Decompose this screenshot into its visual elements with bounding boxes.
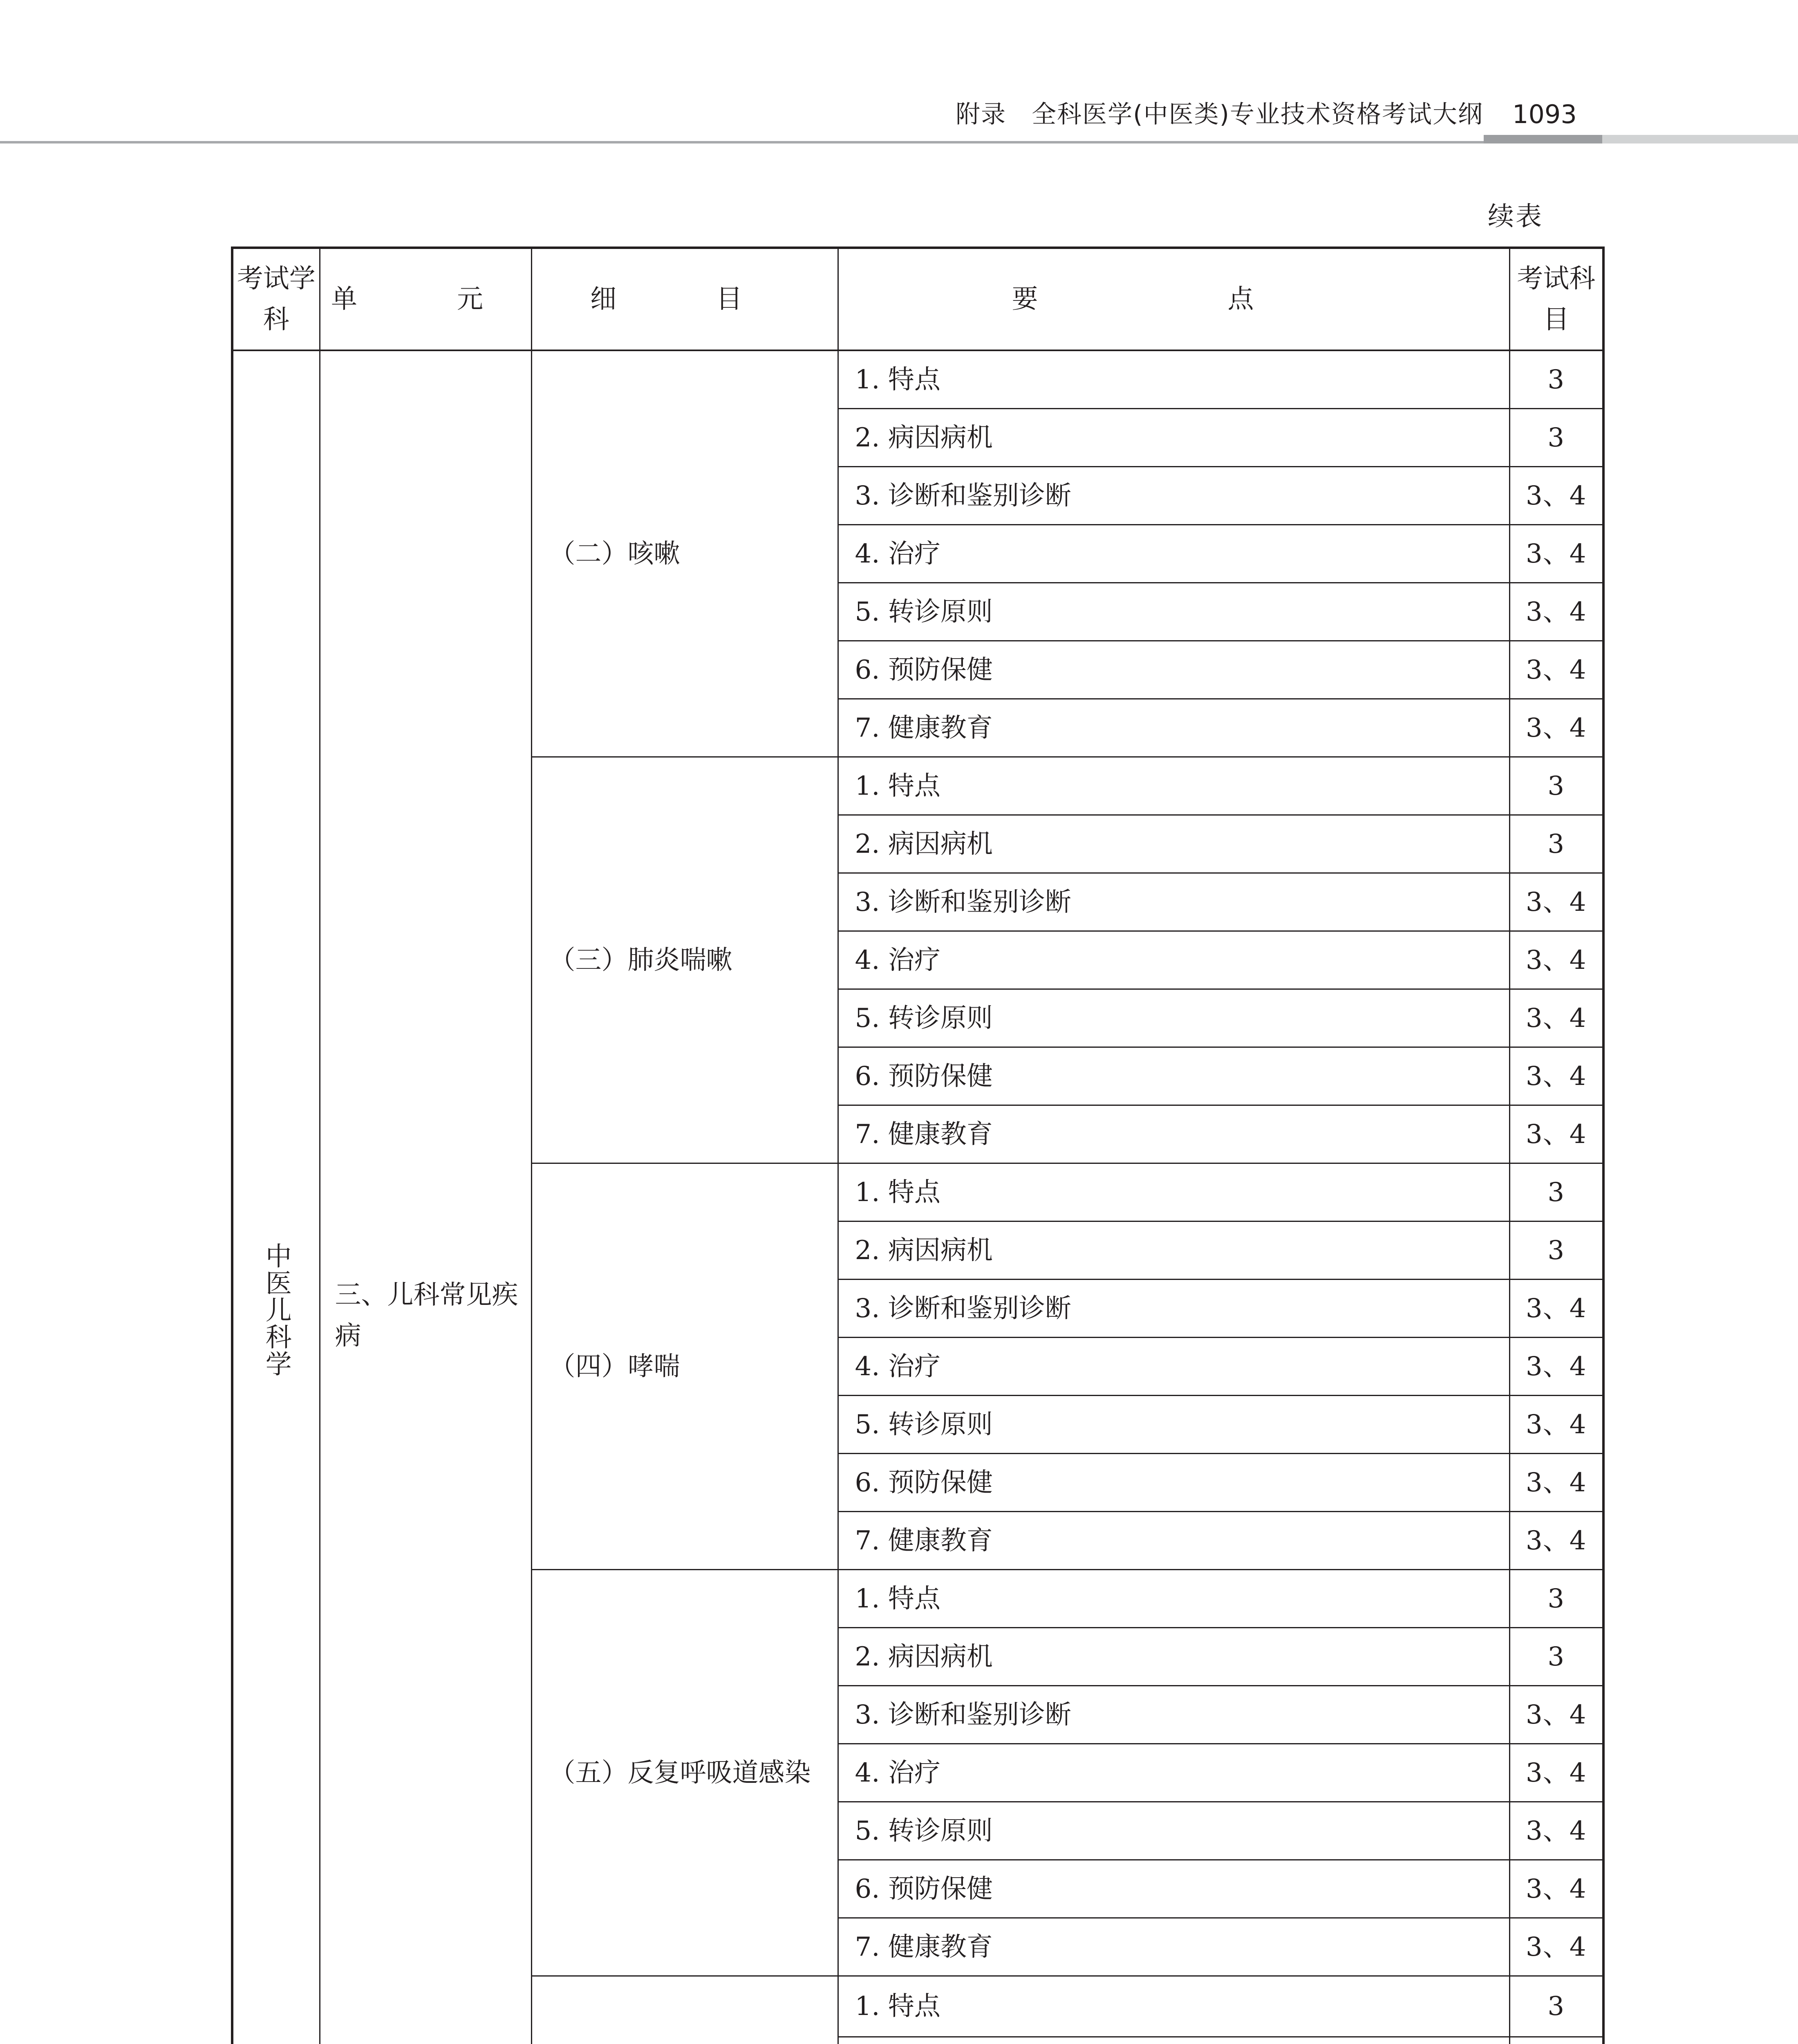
point-cell: 2. 病因病机 [838, 409, 1509, 467]
item-cell: （五）反复呼吸道感染 [531, 1570, 838, 1976]
point-cell: 3. 诊断和鉴别诊断 [838, 873, 1509, 931]
exam-code-cell: 3、4 [1509, 989, 1603, 1047]
continued-label: 续表 [1488, 202, 1543, 232]
point-cell: 4. 治疗 [838, 525, 1509, 583]
exam-code-cell: 3、4 [1509, 525, 1603, 583]
point-cell: 1. 特点 [838, 350, 1509, 409]
exam-code-cell: 3、4 [1509, 1918, 1603, 1976]
exam-code-cell: 3、4 [1509, 699, 1603, 757]
point-cell: 3. 诊断和鉴别诊断 [838, 1280, 1509, 1338]
exam-code-cell: 3、4 [1509, 1338, 1603, 1396]
point-cell: 6. 预防保健 [838, 1860, 1509, 1918]
point-cell: 7. 健康教育 [838, 1918, 1509, 1976]
exam-code-cell: 3、4 [1509, 1396, 1603, 1454]
point-cell: 6. 预防保健 [838, 641, 1509, 699]
exam-code-cell: 3 [1509, 1221, 1603, 1280]
exam-code-cell: 3、4 [1509, 1454, 1603, 1512]
point-cell: 1. 特点 [838, 1976, 1509, 2037]
unit-cell: 三、儿科常见疾病 [320, 350, 531, 2044]
item-cell: （二）咳嗽 [531, 350, 838, 757]
exam-code-cell: 3、4 [1509, 931, 1603, 989]
point-cell: 4. 治疗 [838, 931, 1509, 989]
exam-code-cell: 3、4 [1509, 1047, 1603, 1105]
point-cell: 4. 治疗 [838, 1338, 1509, 1396]
point-cell: 6. 预防保健 [838, 1047, 1509, 1105]
point-cell: 5. 转诊原则 [838, 583, 1509, 641]
exam-code-cell: 3 [1509, 1570, 1603, 1628]
table-header-row [232, 248, 1603, 350]
running-head-title: 附录 全科医学(中医类)专业技术资格考试大纲 [956, 100, 1483, 129]
point-cell: 3. 诊断和鉴别诊断 [838, 467, 1509, 525]
exam-code-cell: 3、4 [1509, 583, 1603, 641]
syllabus-table [231, 247, 1605, 2044]
point-cell: 7. 健康教育 [838, 1105, 1509, 1163]
point-cell: 1. 特点 [838, 757, 1509, 815]
point-cell: 2. 病因病机 [838, 1628, 1509, 1686]
exam-code-cell: 3、4 [1509, 1744, 1603, 1802]
exam-code-cell: 3、4 [1509, 873, 1603, 931]
exam-code-cell: 3、4 [1509, 1860, 1603, 1918]
exam-code-cell: 3、4 [1509, 1105, 1603, 1163]
point-cell [838, 2037, 1509, 2044]
exam-code-cell: 3 [1509, 1163, 1603, 1221]
exam-code-cell: 3、4 [1509, 1802, 1603, 1860]
table-row [232, 350, 1603, 409]
exam-code-cell: 3、4 [1509, 1512, 1603, 1570]
exam-code-cell: 3 [1509, 815, 1603, 873]
header-point: 要 点 [838, 248, 1509, 350]
point-cell: 2. 病因病机 [838, 1221, 1509, 1280]
point-cell: 7. 健康教育 [838, 699, 1509, 757]
point-cell: 2. 病因病机 [838, 815, 1509, 873]
exam-code-cell: 3 [1509, 1628, 1603, 1686]
page-number: 1093 [1512, 99, 1577, 129]
exam-code-cell [1509, 2037, 1603, 2044]
exam-code-cell: 3 [1509, 757, 1603, 815]
exam-code-cell: 3、4 [1509, 467, 1603, 525]
header-subject: 考试学科 [232, 248, 320, 350]
header-accent-bar [1484, 135, 1602, 143]
item-cell: （四）哮喘 [531, 1163, 838, 1570]
item-cell: （三）肺炎喘嗽 [531, 757, 838, 1163]
exam-code-cell: 3 [1509, 1976, 1603, 2037]
header-accent-bar-light [1602, 135, 1798, 143]
subject-label: 中医儿科学 [261, 1242, 291, 1377]
point-cell: 1. 特点 [838, 1570, 1509, 1628]
point-cell: 4. 治疗 [838, 1744, 1509, 1802]
exam-code-cell: 3 [1509, 409, 1603, 467]
point-cell: 7. 健康教育 [838, 1512, 1509, 1570]
header-exam-subject: 考试科目 [1509, 248, 1603, 350]
item-cell [531, 1976, 838, 2044]
point-cell: 3. 诊断和鉴别诊断 [838, 1686, 1509, 1744]
exam-code-cell: 3、4 [1509, 1280, 1603, 1338]
exam-code-cell: 3、4 [1509, 641, 1603, 699]
subject-cell [232, 350, 320, 2044]
running-head [0, 94, 1798, 143]
exam-code-cell: 3 [1509, 350, 1603, 409]
exam-code-cell: 3、4 [1509, 1686, 1603, 1744]
point-cell: 6. 预防保健 [838, 1454, 1509, 1512]
point-cell: 5. 转诊原则 [838, 1396, 1509, 1454]
point-cell: 5. 转诊原则 [838, 1802, 1509, 1860]
point-cell: 1. 特点 [838, 1163, 1509, 1221]
header-item: 细 目 [531, 248, 838, 350]
header-unit: 单 元 [320, 248, 531, 350]
point-cell: 5. 转诊原则 [838, 989, 1509, 1047]
